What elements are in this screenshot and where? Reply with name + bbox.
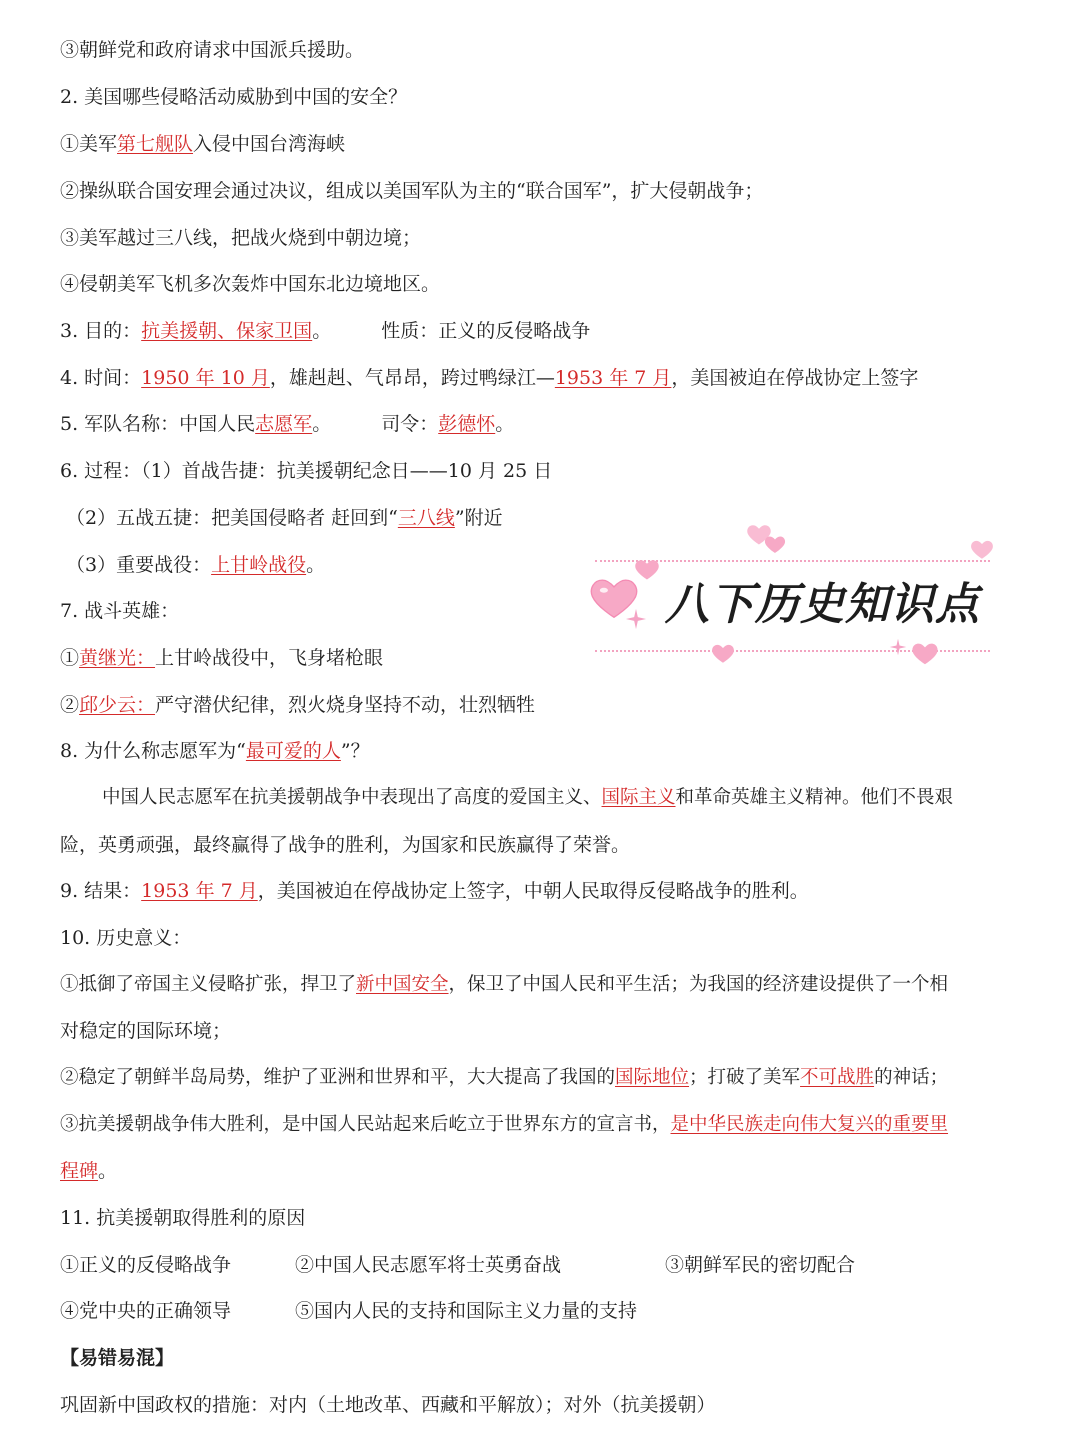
text-line: ③抗美援朝战争伟大胜利，是中国人民站起来后屹立于世界东方的宣言书，是中华民族走向伟大复兴的重要里 [60, 1114, 949, 1135]
keyword: 三八线 [397, 507, 455, 529]
sticker-title: 八下历史知识点 [665, 579, 980, 630]
reason-row: ⑤国内人民的支持和国际主义力量的支持 [295, 1300, 638, 1322]
heart-icon [763, 532, 787, 556]
text-line: 3. 目的：抗美援朝、保家卫国。 性质：正义的反侵略战争 [60, 320, 591, 342]
text-line: ②操纵联合国安理会通过决议，组成以美国军队为主的“联合国军”，扩大侵朝战争； [60, 180, 764, 202]
section-heading: 【易错易混】 [60, 1347, 175, 1369]
text-line: （3）重要战役：上甘岭战役。 [66, 554, 326, 576]
text-line: （2）五战五捷：把美国侵略者 赶回到“三八线”附近 [66, 507, 503, 529]
text-line: 9. 结果：1953 年 7 月，美国被迫在停战协定上签字，中朝人民取得反侵略战争的胜利。 [60, 880, 809, 902]
keyword: 程碑 [60, 1160, 99, 1182]
reason-row: ③朝鲜军民的密切配合 [665, 1254, 856, 1276]
heart-icon [633, 555, 661, 583]
text-line: 对稳定的国际环境； [60, 1020, 232, 1042]
text-line: 7. 战斗英雄： [60, 600, 180, 622]
heart-icon [710, 640, 736, 666]
text-line: ③朝鲜党和政府请求中国派兵援助。 [60, 39, 365, 61]
text-line: ①抵御了帝国主义侵略扩张，捍卫了新中国安全，保卫了中国人民和平生活；为我国的经济建设提供了一个相 [60, 974, 949, 995]
text-line: ④侵朝美军飞机多次轰炸中国东北边境地区。 [60, 273, 441, 295]
text-line: 巩固新中国政权的措施：对内（土地改革、西藏和平解放）；对外（抗美援朝） [60, 1394, 716, 1416]
text-line: 程碑。 [60, 1160, 118, 1182]
reason-row: ②中国人民志愿军将士英勇奋战 [295, 1254, 562, 1276]
keyword: 黄继光： [79, 647, 156, 669]
text-line: ①美军第七舰队入侵中国台湾海峡 [60, 133, 346, 155]
keyword: 邱少云： [79, 694, 156, 716]
title-sticker [585, 520, 1005, 680]
heart-icon [969, 536, 995, 562]
text-line: ②邱少云：严守潜伏纪律，烈火烧身坚持不动，壮烈牺牲 [60, 694, 536, 716]
keyword: 上甘岭战役 [211, 554, 307, 576]
keyword: 最可爱的人 [245, 740, 341, 762]
sparkle-icon [889, 638, 907, 656]
heart-icon [910, 638, 940, 668]
keyword: 是中华民族走向伟大复兴的重要里 [670, 1114, 949, 1135]
keyword: 1953 年 7 月 [554, 367, 672, 389]
keyword: 抗美援朝、保家卫国 [141, 320, 313, 342]
paragraph-line: 险，英勇顽强，最终赢得了战争的胜利，为国家和民族赢得了荣誉。 [60, 834, 631, 856]
reason-row: ①正义的反侵略战争 [60, 1254, 232, 1276]
keyword: 志愿军 [255, 413, 313, 435]
paragraph-line: 中国人民志愿军在抗美援朝战争中表现出了高度的爱国主义、国际主义和革命英雄主义精神。他们不畏艰 [102, 787, 954, 808]
text-line: ③美军越过三八线，把战火烧到中朝边境； [60, 227, 422, 249]
keyword: 1950 年 10 月 [141, 367, 270, 389]
keyword: 国际地位 [615, 1067, 690, 1088]
text-line: ②稳定了朝鲜半岛局势，维护了亚洲和世界和平，大大提高了我国的国际地位；打破了美军不可战胜的神话； [60, 1067, 949, 1088]
text-line: 11. 抗美援朝取得胜利的原因 [60, 1207, 306, 1229]
question-heading: 2. 美国哪些侵略活动威胁到中国的安全？ [60, 86, 408, 108]
reason-row: ④党中央的正确领导 [60, 1300, 232, 1322]
question-heading: 8. 为什么称志愿军为“最可爱的人”？ [60, 740, 370, 762]
keyword: 彭德怀 [438, 413, 496, 435]
text-line: 10. 历史意义： [60, 927, 192, 949]
keyword: 1953 年 7 月 [141, 880, 258, 902]
text-line: ①黄继光：上甘岭战役中，飞身堵枪眼 [60, 647, 384, 669]
sticker-pointer [640, 653, 664, 667]
keyword: 国际主义 [601, 787, 676, 808]
keyword: 新中国安全 [356, 974, 449, 995]
text-line: 5. 军队名称：中国人民志愿军。 司令：彭德怀。 [60, 413, 515, 435]
sparkle-icon [625, 608, 647, 630]
text-line: 4. 时间：1950 年 10 月，雄赳赳、气昂昂，跨过鸭绿江—1953 年 7 月，美国被迫在停战协定上签字 [60, 367, 919, 389]
text-line: 6. 过程：（1）首战告捷：抗美援朝纪念日——10 月 25 日 [60, 460, 553, 482]
keyword: 第七舰队 [117, 133, 194, 155]
keyword: 不可战胜 [800, 1067, 875, 1088]
